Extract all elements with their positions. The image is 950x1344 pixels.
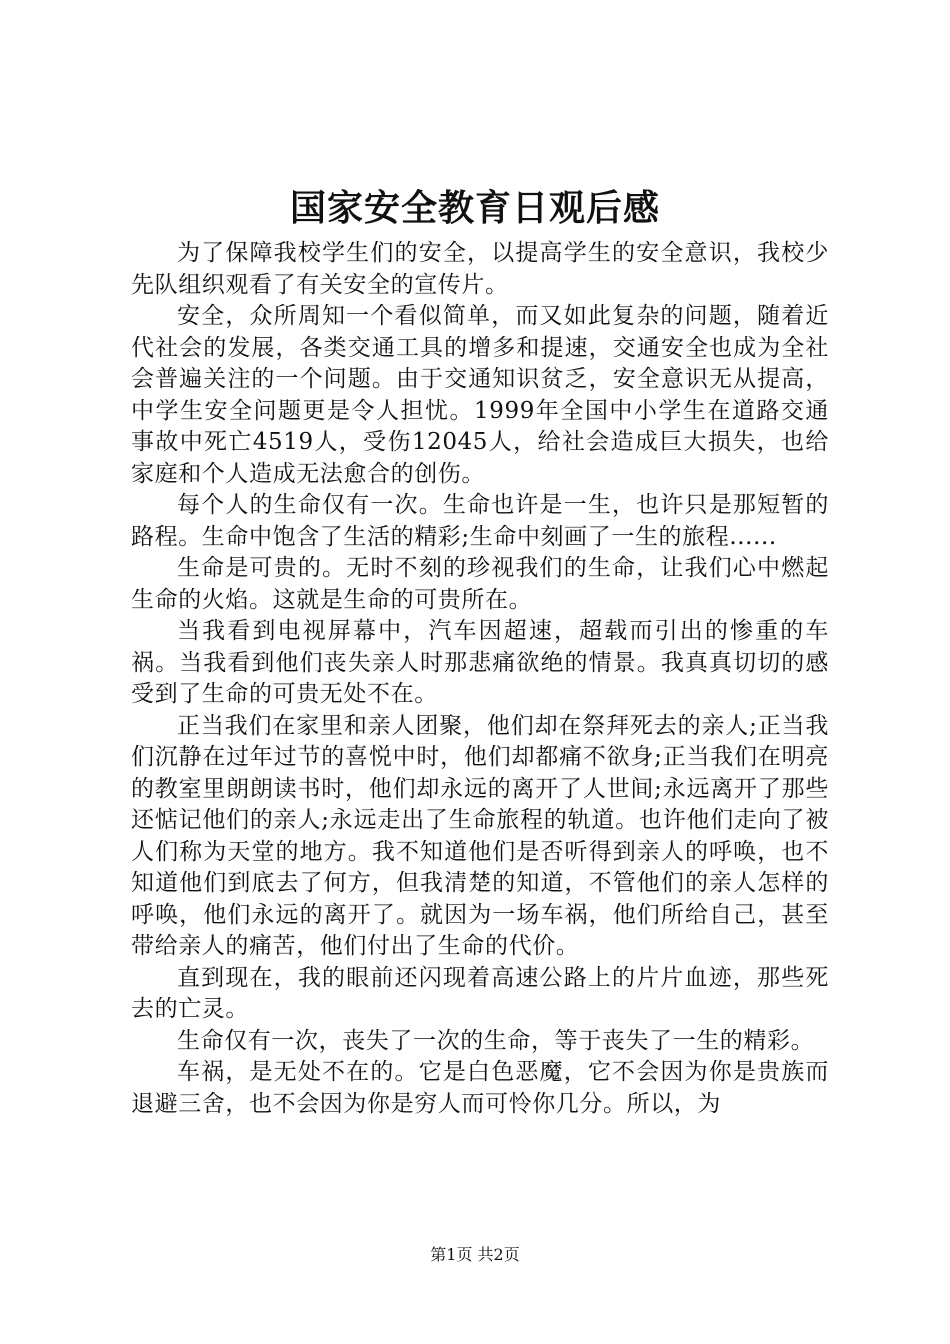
page-title: 国家安全教育日观后感	[289, 187, 660, 229]
paragraph: 当我看到电视屏幕中，汽车因超速，超载而引出的惨重的车祸。当我看到他们丧失亲人时那悲痛欲绝的情景。我真真切切的感受到了生命的可贵无处不在。	[131, 618, 829, 707]
paragraph: 安全，众所周知一个看似简单，而又如此复杂的问题，随着近代社会的发展，各类交通工具的增多和提速，交通安全也成为全社会普遍关注的一个问题。由于交通知识贫乏，安全意识无从提高，中学生安全问题更是令人担忧。1999年全国中小学生在道路交通事故中死亡4519人，受伤12045人，给社会造成巨大损失，也给家庭和个人造成无法愈合的创伤。	[131, 303, 829, 487]
paragraph: 直到现在，我的眼前还闪现着高速公路上的片片血迹，那些死去的亡灵。	[131, 964, 829, 1022]
paragraph: 生命仅有一次，丧失了一次的生命，等于丧失了一生的精彩。	[177, 1027, 815, 1054]
paragraph: 车祸，是无处不在的。它是白色恶魔，它不会因为你是贵族而退避三舍，也不会因为你是穷人而可怜你几分。所以，为	[131, 1059, 829, 1117]
paragraph: 为了保障我校学生们的安全，以提高学生的安全意识，我校少先队组织观看了有关安全的宣传片。	[131, 240, 829, 298]
paragraph: 每个人的生命仅有一次。生命也许是一生，也许只是那短暂的路程。生命中饱含了生活的精彩;生命中刻画了一生的旅程......	[131, 492, 829, 550]
document-body	[131, 238, 829, 1120]
paragraph: 正当我们在家里和亲人团聚，他们却在祭拜死去的亲人;正当我们沉静在过年过节的喜悦中时，他们却都痛不欲身;正当我们在明亮的教室里朗朗读书时，他们却永远的离开了人世间;永远离开了那些还惦记他们的亲人;永远走出了生命旅程的轨道。也许他们走向了被人们称为天堂的地方。我不知道他们是否听得到亲人的呼唤，也不知道他们到底去了何方，但我清楚的知道，不管他们的亲人怎样的呼唤，他们永远的离开了。就因为一场车祸，他们所给自己，甚至带给亲人的痛苦，他们付出了生命的代价。	[131, 712, 829, 959]
paragraph: 生命是可贵的。无时不刻的珍视我们的生命，让我们心中燃起生命的火焰。这就是生命的可贵所在。	[131, 555, 829, 613]
page-footer: 第1页 共2页	[430, 1245, 520, 1264]
